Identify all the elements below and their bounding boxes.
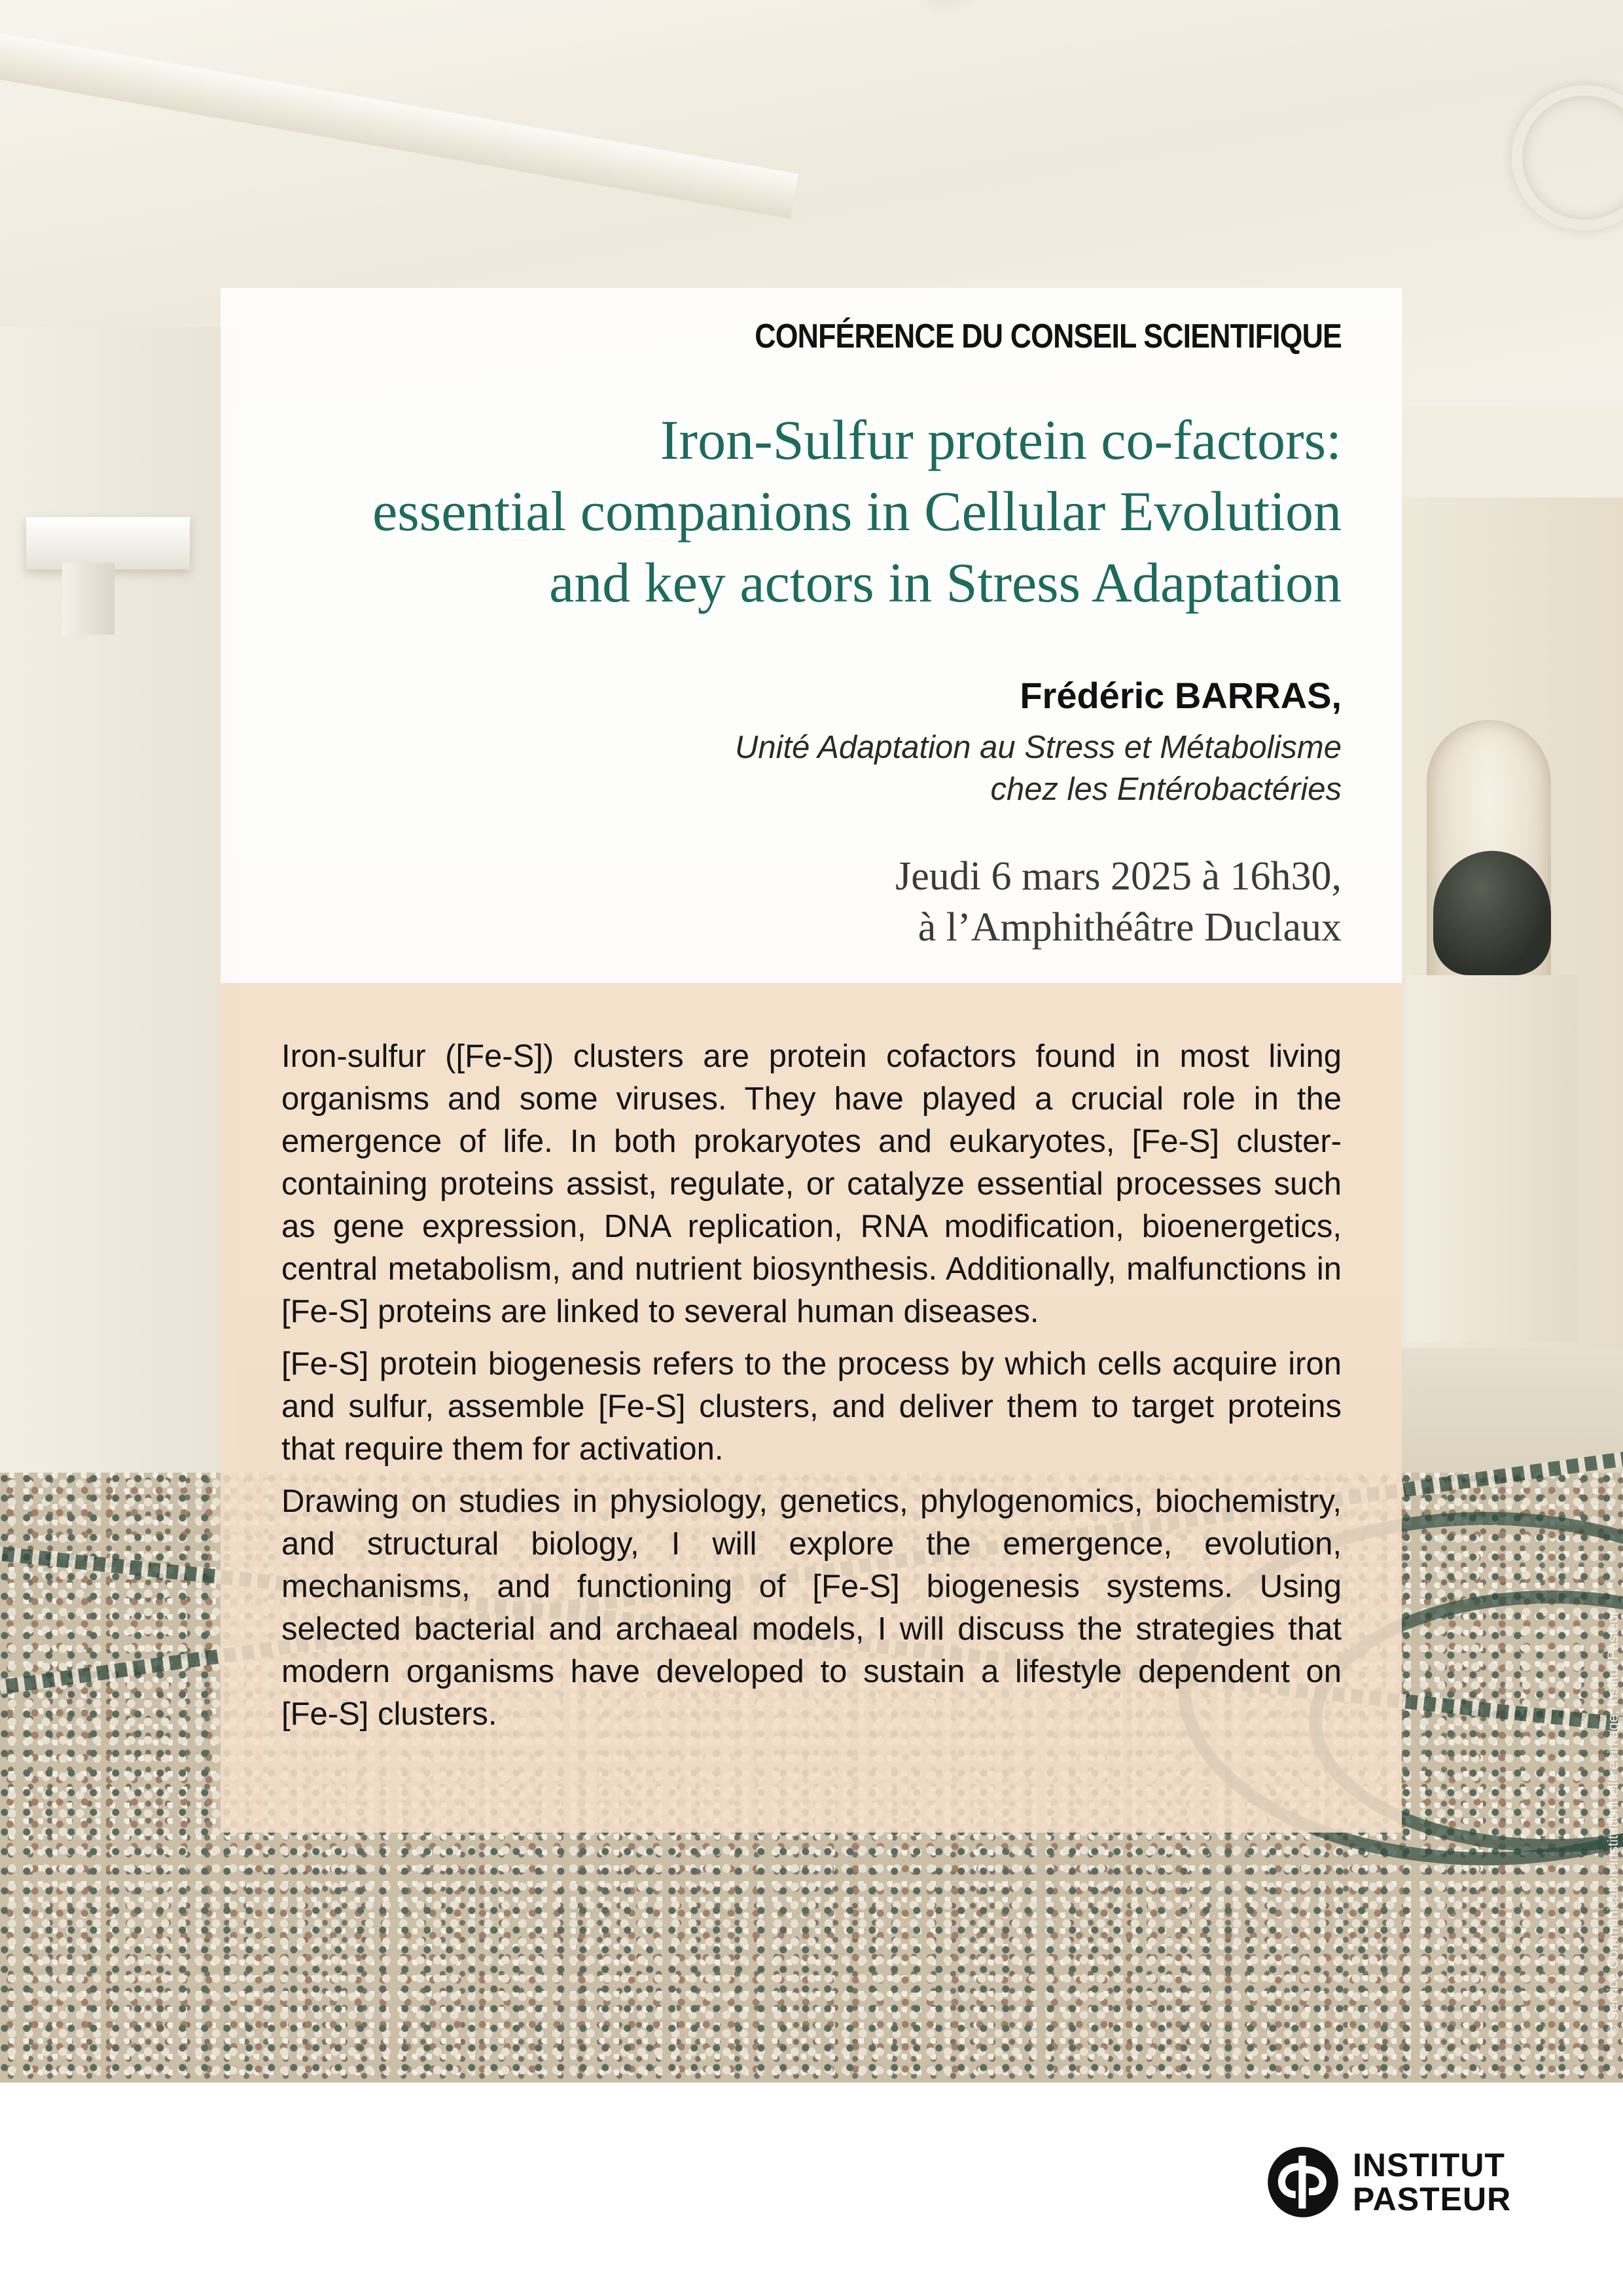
abstract-paragraph: Drawing on studies in physiology, genetics, phylogenomics, biochemistry, and structural biology, I will explore the emergence, evolution, mechanisms, and functioning of [Fe-S] biogenesis systems. Using selected bacterial and archaeal models, I will discuss the strategies that modern organisms have developed to sustain a lifestyle dependent on [Fe-S] clusters. [281,1484,1342,1732]
speaker-name: Frédéric BARRAS, [1020,675,1342,716]
talk-title-line: essential companions in Cellular Evolution [372,480,1342,543]
pasteur-emblem-icon [1266,2145,1340,2219]
logo-line: PASTEUR [1353,2181,1512,2217]
wall-lamp-bracket [62,563,115,635]
affiliation-line: chez les Entérobactéries [990,772,1342,807]
bronze-bust [1433,851,1551,975]
speaker-affiliation [294,726,1342,810]
logo-line: INSTITUT [1353,2147,1505,2183]
talk-title-line: and key actors in Stress Adaptation [549,551,1342,614]
conference-kicker: CONFÉRENCE DU CONSEIL SCIENTIFIQUE [755,317,1342,355]
talk-title-line: Iron-Sulfur protein co-factors: [660,408,1342,471]
talk-title [229,404,1342,619]
wall-lamp [26,517,190,569]
event-details [294,851,1342,953]
pedestal [1407,975,1577,1342]
event-place: à l’Amphithéâtre Duclaux [918,905,1342,950]
abstract-paragraph: Iron-sulfur ([Fe-S]) clusters are protein cofactors found in most living organisms and some viruses. They have played a crucial role in the emergence of life. In both prokaryotes and eukaryotes, [Fe-S] cluster-containing proteins assist, regulate, or catalyze essential processes such as gene expression, DNA replication, RNA modification, bioenergetics, central metabolism, and nutrient biosynthesis. Additionally, malfunctions in [Fe-S] proteins are linked to several human diseases. [281,1039,1342,1329]
abstract [281,1035,1342,1746]
logo-wordmark [1353,2148,1511,2216]
institut-pasteur-logo [1266,2143,1541,2221]
abstract-paragraph: [Fe-S] protein biogenesis refers to the process by which cells acquire iron and sulfur, assemble [Fe-S] clusters, and deliver them to target proteins that require them for activation. [281,1346,1342,1467]
event-date: Jeudi 6 mars 2025 à 16h30, [895,854,1342,899]
photo-credit: © Service Communication institutionnelle et image, Institut Pasteur [1605,1610,1621,2036]
affiliation-line: Unité Adaptation au Stress et Métabolisme [735,730,1342,765]
